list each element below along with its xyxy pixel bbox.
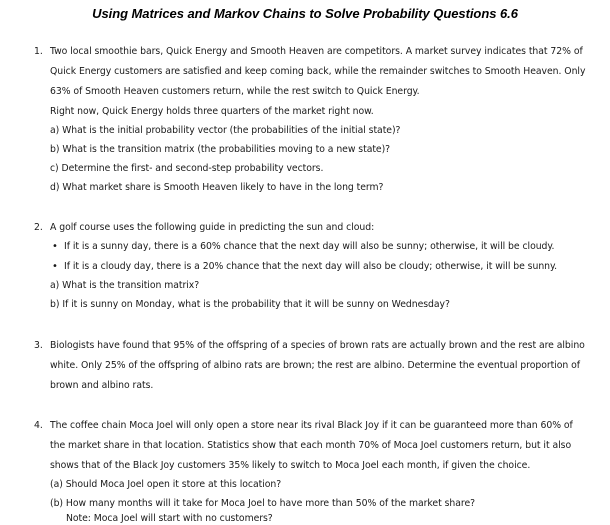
question-2-part-b: b) If it is sunny on Monday, what is the probability that it will be sunny on Wednesday? — [50, 299, 450, 310]
question-3-line-2: white. Only 25% of the offspring of albino rats are brown; the rest are albino. Determine the eventual proportion of — [50, 360, 580, 371]
question-4-line-3: shows that of the Black Joy customers 35% likely to switch to Moca Joel each month, if given the choice. — [50, 460, 531, 471]
document-title: Using Matrices and Markov Chains to Solve Probability Questions 6.6 — [92, 6, 518, 21]
question-2-bullet-1: • If it is a sunny day, there is a 60% chance that the next day will also be sunny; otherwise, it will be cloudy. — [64, 241, 554, 253]
question-2-bullet-2: • If it is a cloudy day, there is a 20% chance that the next day will also be cloudy; otherwise, it will be sunny. — [64, 261, 557, 273]
question-1-line-1: Two local smoothie bars, Quick Energy and Smooth Heaven are competitors. A market survey indicates that 72% of — [50, 46, 583, 57]
question-4-line-2: the market share in that location. Statistics show that each month 70% of Moca Joel customers return, but it also — [50, 440, 572, 451]
question-4-line-1: The coffee chain Moca Joel will only open a store near its rival Black Joy if it can be guaranteed more than 60% of — [50, 420, 573, 431]
question-1-line-2: Quick Energy customers are satisfied and keep coming back, while the remainder switches to Smooth Heaven. Only — [50, 66, 586, 77]
question-4-note: Note: Moca Joel will start with no customers? — [66, 513, 273, 524]
question-3-line-1: Biologists have found that 95% of the offspring of a species of brown rats are actually brown and the rest are albino — [50, 340, 585, 351]
question-1-line-3: 63% of Smooth Heaven customers return, while the rest switch to Quick Energy. — [50, 86, 420, 97]
question-1-part-b: b) What is the transition matrix (the probabilities moving to a new state)? — [50, 144, 391, 155]
question-3-number: 3. — [34, 340, 43, 351]
question-2-part-a: a) What is the transition matrix? — [50, 280, 200, 291]
question-4-number: 4. — [34, 420, 43, 431]
question-1-part-d: d) What market share is Smooth Heaven likely to have in the long term? — [50, 182, 384, 193]
question-1-line-4: Right now, Quick Energy holds three quarters of the market right now. — [50, 106, 374, 117]
question-1-part-a: a) What is the initial probability vector (the probabilities of the initial state)? — [50, 125, 401, 136]
question-2-number: 2. — [34, 222, 43, 233]
question-3-line-3: brown and albino rats. — [50, 380, 154, 391]
question-4-part-a: (a) Should Moca Joel open it store at this location? — [50, 479, 282, 490]
question-1-number: 1. — [34, 46, 43, 57]
question-1-part-c: c) Determine the first- and second-step probability vectors. — [50, 163, 324, 174]
question-2-intro: A golf course uses the following guide in predicting the sun and cloud: — [50, 222, 375, 233]
question-4-part-b: (b) How many months will it take for Moca Joel to have more than 50% of the market share? — [50, 498, 476, 509]
